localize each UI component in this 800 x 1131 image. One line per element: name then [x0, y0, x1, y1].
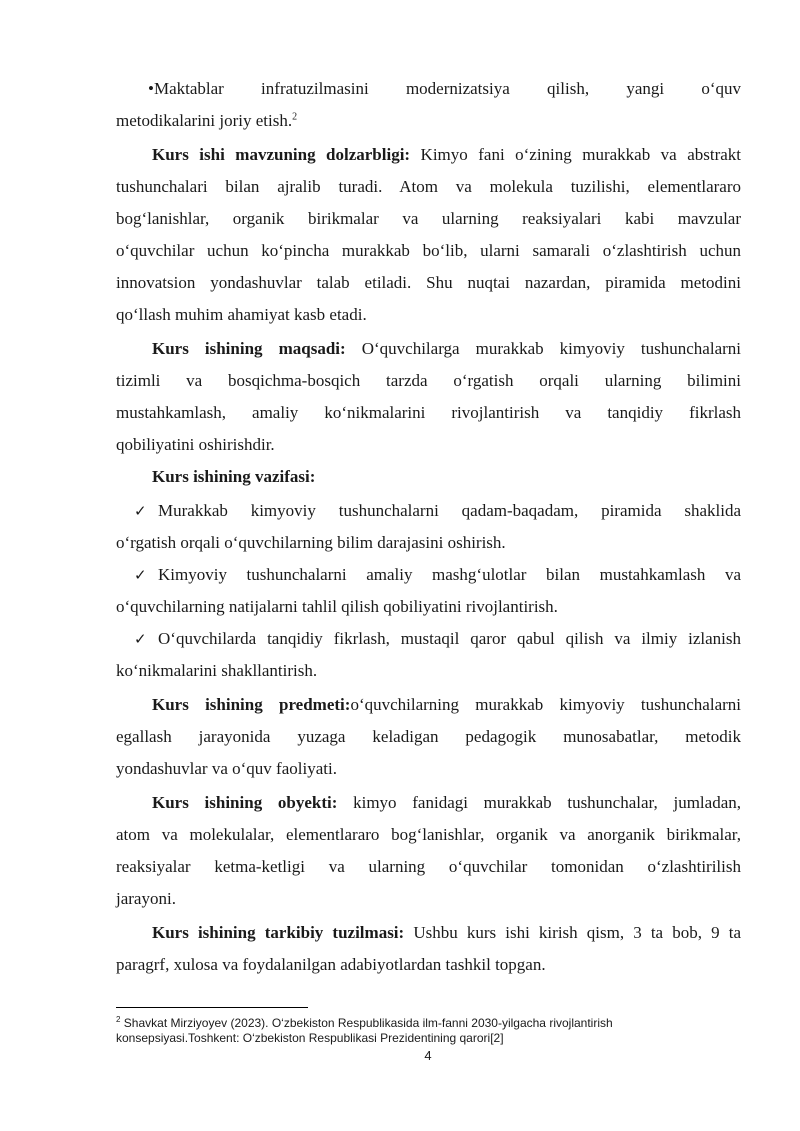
section-heading: Kurs ishi mavzuning dolzarbligi: [152, 145, 411, 164]
text-line: bog‘lanishlar, organik birikmalar va ularning reaksiyalari kabi mavzular [116, 209, 741, 228]
text-line: paragrf, xulosa va foydalanilgan adabiyotlardan tashkil topgan. [116, 955, 546, 974]
footnote: $^2$ Shavkat Mirziyoyev (2023). O‘zbekiston Respublikasida ilm-fanni 2030-yilgacha rivojlantirish [116, 1015, 613, 1030]
text-line: metodikalarini joriy etish.$^2$ [116, 111, 298, 130]
section-goal: Kurs ishining maqsadi: O‘quvchilarga murakkab kimyoviy tushunchalarni [152, 339, 741, 358]
text-line: o‘quvchilarning natijalarni tahlil qilish qobiliyatini rivojlantirish. [116, 597, 558, 616]
checkmark-icon: ✓ [134, 566, 147, 584]
text-line: o‘rgatish orqali o‘quvchilarning bilim darajasini oshirish. [116, 533, 506, 552]
text-line: o‘quvchilar uchun ko‘pincha murakkab bo‘lib, ularni samarali o‘zlashtirish uchun [116, 241, 741, 260]
task-item: ✓ Murakkab kimyoviy tushunchalarni qadam-baqadam, piramida shaklida [134, 499, 741, 523]
text-line: reaksiyalar ketma-ketligi va ularning o‘quvchilar tomonidan o‘zlashtirilish [116, 857, 741, 876]
text-line: innovatsion yondashuvlar talab etiladi. Shu nuqtai nazardan, piramida metodini [116, 273, 741, 292]
task-item: ✓ O‘quvchilarda tanqidiy fikrlash, mustaqil qaror qabul qilish va ilmiy izlanish [134, 627, 741, 651]
section-structure: Kurs ishining tarkibiy tuzilmasi: Ushbu kurs ishi kirish qism, 3 ta bob, 9 ta [152, 923, 741, 942]
page-number: 4 [424, 1048, 432, 1063]
text-line: tushunchalari bilan ajralib turadi. Atom va molekula tuzilishi, elementlararo [116, 177, 741, 196]
task-item: ✓ Kimyoviy tushunchalarni amaliy mashg‘ulotlar bilan mustahkamlash va [134, 563, 741, 587]
text-line: qo‘llash muhim ahamiyat kasb etadi. [116, 305, 367, 324]
section-heading: Kurs ishining maqsadi: [152, 339, 346, 358]
section-relevance: Kurs ishi mavzuning dolzarbligi: Kimyo fani o‘zining murakkab va abstrakt [152, 145, 742, 164]
bullet-line: •Maktablar infratuzilmasini modernizatsiya qilish, yangi o‘quv [148, 79, 741, 98]
text-line: egallash jarayonida yuzaga keladigan pedagogik munosabatlar, metodik [116, 727, 741, 746]
text-line: mustahkamlash, amaliy ko‘nikmalarini rivojlantirish va tanqidiy fikrlash [116, 403, 741, 422]
text-line: yondashuvlar va o‘quv faoliyati. [116, 759, 337, 778]
section-heading: Kurs ishining predmeti: [152, 695, 351, 714]
section-heading: Kurs ishining tarkibiy tuzilmasi: [152, 923, 405, 942]
checkmark-icon: ✓ [134, 630, 147, 648]
text-line: tizimli va bosqichma-bosqich tarzda o‘rgatish orqali ularning bilimini [116, 371, 741, 390]
section-object: Kurs ishining obyekti: kimyo fanidagi murakkab tushunchalar, jumladan, [152, 793, 741, 812]
section-tasks-heading: Kurs ishining vazifasi: [152, 467, 316, 486]
section-subject: Kurs ishining predmeti:o‘quvchilarning murakkab kimyoviy tushunchalarni [152, 695, 741, 714]
bullet-icon: • [148, 79, 154, 98]
text-line: qobiliyatini oshirishdir. [116, 435, 275, 454]
footnote-ref[interactable]: 2 [292, 111, 298, 123]
text-line: jarayoni. [116, 889, 176, 908]
text-line: ko‘nikmalarini shakllantirish. [116, 661, 318, 680]
footnote-continuation: konsepsiyasi.Toshkent: O‘zbekiston Respublikasi Prezidentining qarori[2] [116, 1031, 504, 1045]
footnote-separator [116, 1007, 308, 1008]
text-line: atom va molekulalar, elementlararo bog‘lanishlar, organik va anorganik birikmalar, [116, 825, 741, 844]
section-heading: Kurs ishining obyekti: [152, 793, 338, 812]
checkmark-icon: ✓ [134, 502, 147, 520]
